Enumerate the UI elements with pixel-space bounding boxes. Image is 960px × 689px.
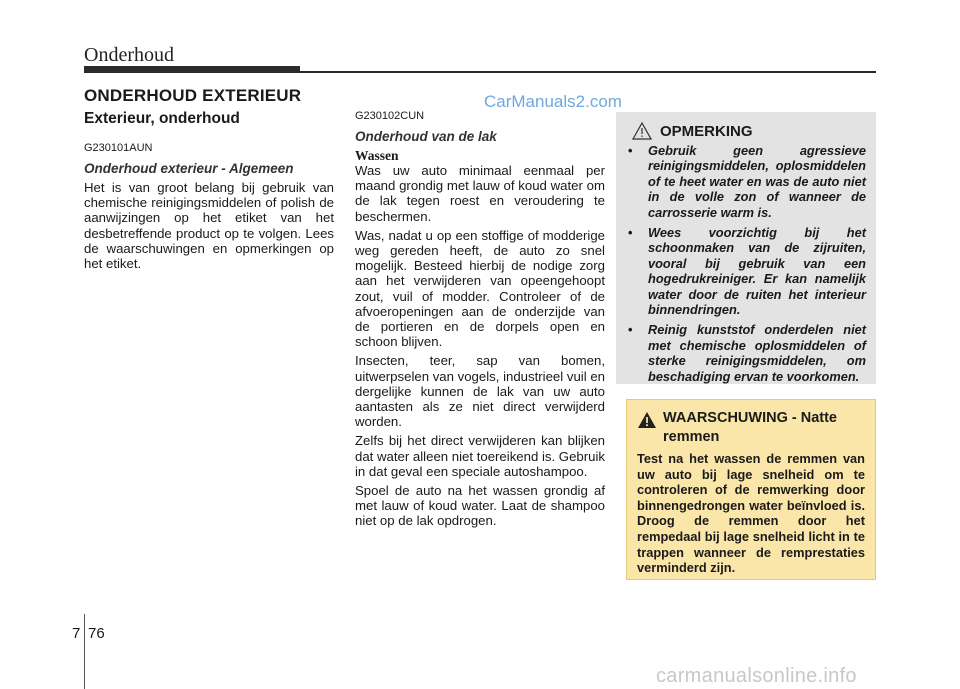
header-bar-thick bbox=[84, 66, 300, 73]
warning-header bbox=[637, 410, 865, 429]
section-title: ONDERHOUD EXTERIEUR bbox=[84, 86, 302, 105]
paragraph: Het is van groot belang bij gebruik van chemische reinigingsmiddelen of polish de aanwijzingen op het etiket van het desbetreffende product op te volgen. Lees de waarschuwingen en opmerkingen op het etiket. bbox=[84, 180, 334, 272]
paragraph: Insecten, teer, sap van bomen, uitwerpselen van vogels, industrieel vuil en dergelijke kunnen de lak van uw auto aantasten als ze niet direct verwijderd worden. bbox=[355, 353, 605, 430]
list-item: • Gebruik geen agressieve reinigingsmiddelen, oplosmiddelen of te heet water en was de auto niet in de volle zon of wanneer de carrosserie warm is. bbox=[628, 143, 866, 220]
note-list bbox=[628, 143, 866, 384]
paragraph: Spoel de auto na het wassen grondig af met lauw of koud water. Laat de shampoo niet op de lak opdrogen. bbox=[355, 483, 605, 529]
caution-triangle-outline-icon bbox=[632, 122, 652, 140]
list-item: • Wees voorzichtig bij het schoonmaken van de zijruiten, vooral bij gebruik van een hogedrukreiniger. Er kan namelijk water door de ruiten het interieur binnendringen. bbox=[628, 225, 866, 318]
warning-box bbox=[626, 399, 876, 580]
reference-code: G230101AUN bbox=[84, 142, 153, 154]
subheading: Onderhoud exterieur - Algemeen bbox=[84, 161, 294, 176]
page-number: 76 bbox=[88, 625, 105, 642]
warning-title-line2: remmen bbox=[663, 429, 720, 445]
paragraph: Was, nadat u op een stoffige of modderige weg gereden heeft, de auto zo snel mogelijk. Besteed hierbij de nodige zorg aan het verwijderen van opeengehoopt zout, vuil of modder. Controleer of de afvoeropeningen aan de onderzijde van de portieren en de dorpels open en schoon blijven. bbox=[355, 227, 605, 350]
note-header bbox=[628, 122, 866, 140]
subheading: Onderhoud van de lak bbox=[355, 129, 497, 144]
column-heading: Exterieur, onderhoud bbox=[84, 110, 240, 127]
column-middle bbox=[355, 110, 605, 533]
serif-heading: Wassen bbox=[355, 148, 399, 163]
note-title: OPMERKING bbox=[660, 122, 753, 140]
warning-title: WAARSCHUWING - Natte bbox=[663, 410, 837, 426]
page-number-divider bbox=[84, 614, 85, 689]
warning-triangle-filled-icon bbox=[637, 411, 657, 429]
paragraph: Was uw auto minimaal eenmaal per maand grondig met lauw of koud water om de lak tegen roest en veroudering te beschermen. bbox=[355, 163, 605, 224]
note-box bbox=[616, 112, 876, 384]
page-header-title: Onderhoud bbox=[84, 44, 174, 66]
warning-body: Test na het wassen de remmen van uw auto bij lage snelheid om te controleren of de remwerking door binnengedrongen water beïnvloed is. Droog de remmen door het rempedaal bij lage snelheid licht in te trappen wanneer de remprestaties verminderd zijn. bbox=[637, 451, 865, 576]
column-left bbox=[84, 110, 334, 275]
paragraph: Zelfs bij het direct verwijderen kan blijken dat water alleen niet toereikend is. Gebruik in dat geval een speciale autoshampoo. bbox=[355, 433, 605, 479]
watermark-bottom: carmanualsonline.info bbox=[656, 665, 857, 687]
header-rule bbox=[300, 71, 876, 73]
watermark-top: CarManuals2.com bbox=[484, 92, 622, 111]
reference-code: G230102CUN bbox=[355, 110, 425, 122]
list-item: • Reinig kunststof onderdelen niet met chemische oplosmiddelen of sterke reinigingsmiddelen, om beschadiging ervan te voorkomen. bbox=[628, 322, 866, 384]
chapter-number: 7 bbox=[72, 625, 81, 642]
